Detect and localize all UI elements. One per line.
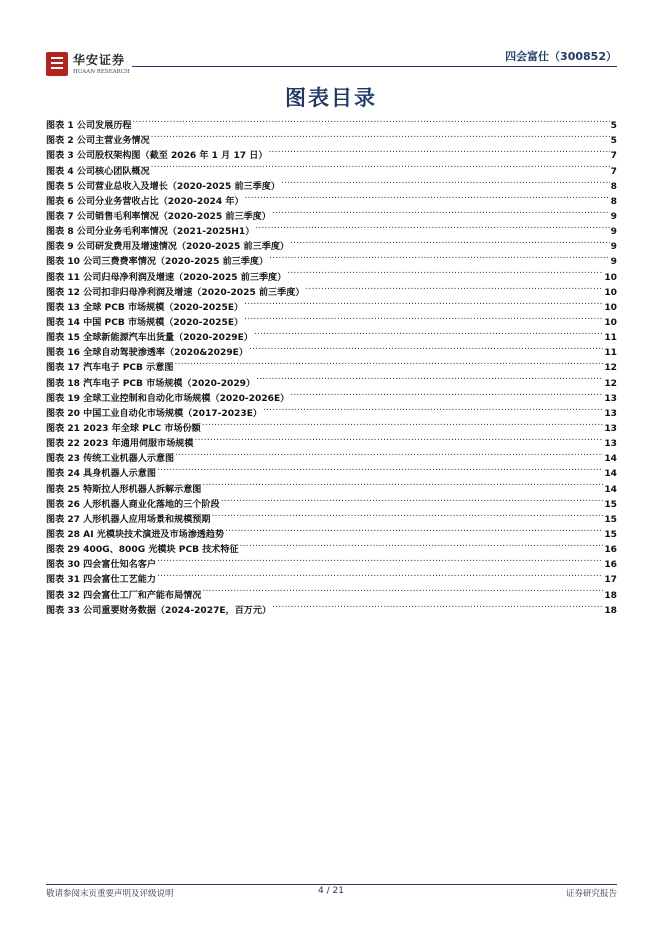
toc-entry-label: 图表 6 公司分业务营收占比（2020-2024 年）	[46, 196, 244, 207]
page-title: 图表目录	[285, 86, 377, 110]
toc-leader-dots	[212, 507, 604, 522]
toc-entry-page: 5	[610, 121, 617, 132]
toc-entry-page: 8	[610, 196, 617, 207]
toc-leader-dots	[305, 280, 603, 295]
toc-leader-dots	[151, 128, 610, 143]
toc-leader-dots	[175, 446, 603, 461]
toc-leader-dots	[272, 598, 603, 613]
toc-entry-label: 图表 9 公司研发费用及增速情况（2020-2025 前三季度）	[46, 242, 290, 253]
toc-entry-page: 16	[604, 545, 617, 556]
page-number: 4 / 21	[318, 886, 344, 896]
huaan-logo-icon	[46, 52, 68, 76]
toc-leader-dots	[157, 567, 603, 582]
toc-entry-label: 图表 33 公司重要财务数据（2024-2027E，百万元）	[46, 605, 272, 616]
toc-entry-label: 图表 23 传统工业机器人示意图	[46, 454, 175, 465]
toc-entry-page: 18	[604, 605, 617, 616]
logo-chinese-name: 华安证券	[73, 53, 126, 67]
toc-entry-label: 图表 2 公司主营业务情况	[46, 136, 150, 147]
toc-entry-label: 图表 30 四会富仕知名客户	[46, 560, 156, 571]
toc-entry-page: 11	[604, 333, 617, 344]
toc-entry-page: 9	[610, 242, 617, 253]
toc-leader-dots	[290, 234, 610, 249]
toc-entry-page: 14	[604, 454, 617, 465]
toc-entry-label: 图表 5 公司营业总收入及增长（2020-2025 前三季度）	[46, 181, 280, 192]
toc-entry-page: 15	[604, 514, 617, 525]
logo-english-name: HUAAN RESEARCH	[73, 69, 130, 75]
toc-entry-page: 9	[610, 227, 617, 238]
toc-leader-dots	[254, 325, 603, 340]
toc-entry-page: 10	[604, 302, 617, 313]
toc-leader-dots	[245, 189, 610, 204]
toc-leader-dots	[240, 537, 604, 552]
toc-entry-label: 图表 4 公司核心团队概况	[46, 166, 150, 177]
toc-entry-page: 10	[604, 287, 617, 298]
toc-leader-dots	[225, 522, 603, 537]
page-header	[46, 46, 617, 82]
footer-report-type: 证券研究报告	[565, 889, 617, 899]
toc-entry-page: 18	[604, 590, 617, 601]
toc-entry-label: 图表 15 全球新能源汽车出货量（2020-2029E）	[46, 333, 253, 344]
toc-entry-page: 11	[604, 348, 617, 359]
toc-entry-label: 图表 32 四会富仕工厂和产能布局情况	[46, 590, 202, 601]
table-of-figures	[46, 113, 617, 616]
header-company-name: 四会富仕（300852）	[505, 50, 617, 63]
toc-leader-dots	[157, 552, 603, 567]
toc-leader-dots	[287, 264, 603, 279]
toc-entry-label: 图表 16 全球自动驾驶渗透率（2020&2029E）	[46, 348, 248, 359]
toc-entry-label: 图表 18 汽车电子 PCB 市场规模（2020-2029）	[46, 378, 256, 389]
toc-leader-dots	[269, 249, 610, 264]
toc-leader-dots	[268, 143, 609, 158]
toc-leader-dots	[290, 386, 603, 401]
toc-entry-label: 图表 12 公司扣非归母净利润及增速（2020-2025 前三季度）	[46, 287, 305, 298]
toc-entry-label: 图表 20 中国工业自动化市场规模（2017-2023E）	[46, 408, 262, 419]
toc-leader-dots	[202, 582, 603, 597]
toc-entry-label: 图表 14 中国 PCB 市场规模（2020-2025E）	[46, 317, 244, 328]
toc-entry-label: 图表 7 公司销售毛利率情况（2020-2025 前三季度）	[46, 211, 271, 222]
toc-entry-page: 13	[604, 439, 617, 450]
toc-entry-page: 7	[610, 166, 617, 177]
toc-entry-page: 5	[610, 136, 617, 147]
toc-leader-dots	[256, 370, 603, 385]
footer-divider	[46, 884, 617, 885]
toc-entry-label: 图表 31 四会富仕工艺能力	[46, 575, 156, 586]
toc-leader-dots	[281, 174, 610, 189]
toc-entry-page: 7	[610, 151, 617, 162]
toc-entry[interactable]	[46, 113, 617, 132]
toc-entry-label: 图表 13 全球 PCB 市场规模（2020-2025E）	[46, 302, 244, 313]
toc-leader-dots	[202, 416, 604, 431]
toc-entry-label: 图表 22 2023 年通用伺服市场规模	[46, 439, 194, 450]
toc-entry-page: 9	[610, 211, 617, 222]
toc-entry-page: 14	[604, 484, 617, 495]
toc-entry-page: 13	[604, 423, 617, 434]
toc-entry-label: 图表 27 人形机器人应用场景和规模预期	[46, 514, 211, 525]
toc-leader-dots	[244, 310, 603, 325]
toc-leader-dots	[244, 295, 603, 310]
footer-disclaimer: 敬请参阅末页重要声明及评级说明	[46, 889, 174, 899]
toc-leader-dots	[174, 355, 603, 370]
toc-entry-page: 13	[604, 393, 617, 404]
toc-entry-label: 图表 11 公司归母净利润及增速（2020-2025 前三季度）	[46, 272, 287, 283]
toc-leader-dots	[221, 492, 604, 507]
toc-leader-dots	[195, 431, 604, 446]
toc-entry-label: 图表 28 AI 光模块技术演进及市场渗透趋势	[46, 529, 225, 540]
toc-entry-label: 图表 1 公司发展历程	[46, 121, 132, 132]
toc-entry-label: 图表 3 公司股权架构图（截至 2026 年 1 月 17 日）	[46, 151, 268, 162]
toc-entry-page: 12	[604, 378, 617, 389]
toc-entry-page: 14	[604, 469, 617, 480]
toc-entry-label: 图表 10 公司三费费率情况（2020-2025 前三季度）	[46, 257, 269, 268]
toc-entry-page: 9	[610, 257, 617, 268]
toc-leader-dots	[255, 219, 609, 234]
toc-leader-dots	[272, 204, 610, 219]
header-divider	[132, 66, 617, 67]
toc-entry-label: 图表 25 特斯拉人形机器人拆解示意图	[46, 484, 202, 495]
toc-entry-page: 15	[604, 529, 617, 540]
toc-entry-label: 图表 17 汽车电子 PCB 示意图	[46, 363, 174, 374]
toc-leader-dots	[263, 401, 603, 416]
toc-entry-label: 图表 8 公司分业务毛利率情况（2021-2025H1）	[46, 227, 255, 238]
toc-leader-dots	[249, 340, 603, 355]
toc-leader-dots	[132, 113, 609, 128]
toc-entry-label: 图表 29 400G、800G 光模块 PCB 技术特征	[46, 545, 239, 556]
toc-entry-page: 10	[604, 272, 617, 283]
toc-entry-page: 10	[604, 317, 617, 328]
toc-entry-label: 图表 21 2023 年全球 PLC 市场份额	[46, 423, 201, 434]
toc-entry-page: 17	[604, 575, 617, 586]
toc-entry-page: 12	[604, 363, 617, 374]
toc-entry-label: 图表 24 具身机器人示意图	[46, 469, 156, 480]
toc-entry-page: 16	[604, 560, 617, 571]
toc-entry-label: 图表 26 人形机器人商业化落地的三个阶段	[46, 499, 220, 510]
toc-entry[interactable]	[46, 128, 617, 147]
toc-leader-dots	[157, 461, 603, 476]
toc-entry-page: 13	[604, 408, 617, 419]
toc-entry-page: 8	[610, 181, 617, 192]
toc-leader-dots	[151, 158, 610, 173]
toc-entry-label: 图表 19 全球工业控制和自动化市场规模（2020-2026E）	[46, 393, 290, 404]
toc-leader-dots	[202, 476, 603, 491]
toc-entry-page: 15	[604, 499, 617, 510]
